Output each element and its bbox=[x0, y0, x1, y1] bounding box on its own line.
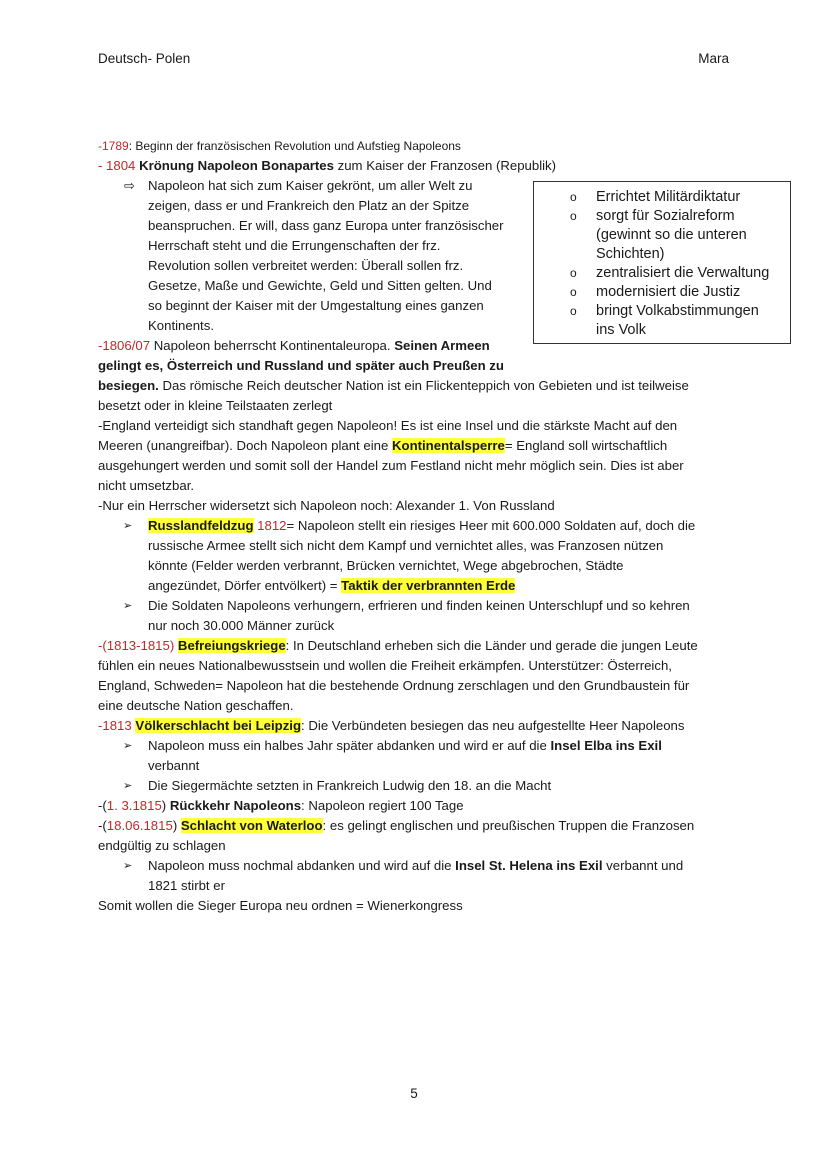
text: Meeren (unangreifbar). Doch Napoleon plant eine bbox=[98, 438, 392, 453]
entry-russland: -Nur ein Herrscher widersetzt sich Napoleon noch: Alexander 1. Von Russland bbox=[98, 498, 555, 513]
text-line: endgültig zu schlagen bbox=[98, 838, 226, 853]
text: : Napoleon regiert 100 Tage bbox=[301, 798, 464, 813]
circle-bullet-icon: o bbox=[570, 209, 577, 223]
bold-text: Rückkehr Napoleons bbox=[169, 798, 302, 813]
date: - 1804 bbox=[98, 158, 136, 173]
text: : In Deutschland erheben sich die Länder und gerade die jungen Leute bbox=[285, 638, 698, 653]
entry-rueckkehr bbox=[98, 796, 738, 816]
triangle-bullet-icon: ➢ bbox=[123, 600, 133, 612]
text-line: modernisiert die Justiz bbox=[596, 284, 741, 300]
text-line: fühlen ein neues Nationalbewusstsein und wollen die Freiheit erkämpfen. Unterstützer: Österreich, bbox=[98, 658, 672, 673]
text: : Beginn der französischen Revolution und Aufstieg Napoleons bbox=[128, 139, 461, 153]
date: 18.06.1815 bbox=[106, 818, 173, 833]
entry-befreiungskriege bbox=[98, 636, 738, 656]
circle-bullet-icon: o bbox=[570, 190, 577, 204]
triangle-bullet-icon: ➢ bbox=[123, 740, 133, 752]
text: : es gelingt englischen und preußischen Truppen die Franzosen bbox=[322, 818, 695, 833]
bullet-ludwig bbox=[98, 776, 738, 796]
bullet-soldaten bbox=[98, 596, 738, 636]
date: 1. 3.1815 bbox=[106, 798, 162, 813]
highlight-term: Russlandfeldzug bbox=[148, 518, 254, 533]
text-line: zeigen, dass er und Frankreich den Platz an der Spitze bbox=[148, 198, 470, 213]
date: -(1813-1815) bbox=[98, 638, 175, 653]
text: zum Kaiser der Franzosen (Republik) bbox=[333, 158, 557, 173]
bullet-elba bbox=[98, 736, 738, 776]
text-line: nur noch 30.000 Männer zurück bbox=[148, 618, 335, 633]
bullet-russlandfeldzug bbox=[98, 516, 738, 596]
text-line: könnte (Felder werden verbrannt, Brücken vernichtet, Wege abgebrochen, Städte bbox=[148, 558, 624, 573]
text-line: 1821 stirbt er bbox=[148, 878, 225, 893]
entry-1804 bbox=[98, 156, 738, 176]
text-line: besetzt oder in kleine Teilstaaten zerlegt bbox=[98, 398, 333, 413]
text-line: Errichtet Militärdiktatur bbox=[596, 189, 741, 205]
entry-1789 bbox=[98, 136, 738, 156]
circle-bullet-icon: o bbox=[570, 285, 577, 299]
date: 1812 bbox=[253, 518, 287, 533]
text: ) bbox=[161, 798, 170, 813]
highlight-term: Taktik der verbrannten Erde bbox=[341, 578, 516, 593]
header-author: Mara bbox=[698, 51, 729, 66]
text-line: Revolution sollen verbreitet werden: Überall sollen frz. bbox=[148, 258, 464, 273]
text-line bbox=[148, 736, 738, 756]
text-line: beanspruchen. Er will, dass ganz Europa unter französischer bbox=[148, 218, 504, 233]
date: -1806/07 bbox=[98, 338, 151, 353]
text: Das römische Reich deutscher Nation ist ein Flickenteppich von Gebieten und ist teilweise bbox=[158, 378, 689, 393]
bold-text: Krönung Napoleon Bonapartes bbox=[139, 158, 334, 173]
text-line: ausgehungert werden und somit soll der Handel zum Festland nicht mehr möglich sein. Dies ist aber bbox=[98, 458, 684, 473]
text-line: Gesetze, Maße und Gewichte, Geld und Sitten gelten. Und bbox=[148, 278, 492, 293]
text-line: eine deutsche Nation geschaffen. bbox=[98, 698, 294, 713]
text-line bbox=[148, 856, 738, 876]
page-number: 5 bbox=[410, 1086, 418, 1101]
conclusion: Somit wollen die Sieger Europa neu ordnen = Wienerkongress bbox=[98, 898, 463, 913]
bullet-helena bbox=[98, 856, 738, 896]
text-line: Die Soldaten Napoleons verhungern, erfrieren und finden keinen Unterschlupf und so kehren bbox=[148, 598, 690, 613]
text-line: Die Siegermächte setzten in Frankreich Ludwig den 18. an die Macht bbox=[148, 778, 552, 793]
bold-text: Insel St. Helena ins Exil bbox=[455, 858, 603, 873]
bold-text: Insel Elba ins Exil bbox=[550, 738, 662, 753]
triangle-bullet-icon: ➢ bbox=[123, 520, 133, 532]
entry-1813 bbox=[98, 716, 738, 736]
highlight-term: Kontinentalsperre bbox=[391, 438, 505, 453]
text: angezündet, Dörfer entvölkert) = bbox=[148, 578, 342, 593]
arrow-right-icon: ⇨ bbox=[124, 178, 135, 193]
text: verbannt und bbox=[602, 858, 684, 873]
text-line: russische Armee stellt sich nicht dem Kampf und vernichtet alles, was Franzosen nützen bbox=[148, 538, 664, 553]
highlight-term: Schlacht von Waterloo bbox=[180, 818, 323, 833]
text-line bbox=[148, 516, 738, 536]
circle-bullet-icon: o bbox=[570, 304, 577, 318]
box-item bbox=[542, 264, 782, 283]
text-line: Kontinents. bbox=[148, 318, 214, 333]
box-item bbox=[542, 283, 782, 302]
text: = Napoleon stellt ein riesiges Heer mit 600.000 Soldaten auf, doch die bbox=[286, 518, 696, 533]
text-line: verbannt bbox=[148, 758, 200, 773]
text-line bbox=[98, 376, 738, 396]
text-line: zentralisiert die Verwaltung bbox=[596, 265, 770, 281]
text: -( bbox=[98, 818, 107, 833]
napoleon-reforms-box bbox=[533, 181, 791, 344]
text-line: England, Schweden= Napoleon hat die bestehende Ordnung zerschlagen und den Grundbaustein für bbox=[98, 678, 690, 693]
text-line: so beginnt der Kaiser mit der Umgestaltung eines ganzen bbox=[148, 298, 484, 313]
entry-england: -England verteidigt sich standhaft gegen Napoleon! Es ist eine Insel und die stärkste Macht auf den bbox=[98, 418, 678, 433]
text-line: gelingt es, Österreich und Russland und später auch Preußen zu bbox=[98, 358, 504, 373]
date: -1813 bbox=[98, 718, 132, 733]
text: Napoleon beherrscht Kontinentaleuropa. bbox=[150, 338, 395, 353]
text-line: bringt Volkabstimmungen bbox=[596, 303, 759, 319]
bold-text: besiegen. bbox=[98, 378, 159, 393]
text-line: ins Volk bbox=[596, 322, 646, 338]
text: Napoleon muss nochmal abdanken und wird auf die bbox=[148, 858, 456, 873]
text-line: sorgt für Sozialreform bbox=[596, 208, 735, 224]
header-subject: Deutsch- Polen bbox=[98, 51, 191, 66]
date: -1789 bbox=[98, 139, 129, 153]
text-line: Schichten) bbox=[596, 246, 665, 262]
box-item bbox=[542, 188, 782, 207]
text: -( bbox=[98, 798, 107, 813]
text: ) bbox=[172, 818, 181, 833]
box-item bbox=[542, 302, 782, 340]
text-line: Napoleon hat sich zum Kaiser gekrönt, um aller Welt zu bbox=[148, 178, 473, 193]
text-line bbox=[148, 576, 738, 596]
circle-bullet-icon: o bbox=[570, 266, 577, 280]
box-item bbox=[542, 207, 782, 264]
text-line: nicht umsetzbar. bbox=[98, 478, 195, 493]
text: Napoleon muss ein halbes Jahr später abdanken und wird er auf die bbox=[148, 738, 551, 753]
text-line: Herrschaft steht und die Errungenschaften der frz. bbox=[148, 238, 441, 253]
highlight-term: Völkerschlacht bei Leipzig bbox=[135, 718, 302, 733]
triangle-bullet-icon: ➢ bbox=[123, 860, 133, 872]
highlight-term: Befreiungskriege bbox=[177, 638, 286, 653]
text: = England soll wirtschaftlich bbox=[504, 438, 668, 453]
entry-waterloo bbox=[98, 816, 738, 836]
text-line: (gewinnt so die unteren bbox=[596, 227, 747, 243]
text-line bbox=[98, 436, 738, 456]
text: : Die Verbündeten besiegen das neu aufgestellte Heer Napoleons bbox=[301, 718, 685, 733]
bold-text: Seinen Armeen bbox=[394, 338, 490, 353]
triangle-bullet-icon: ➢ bbox=[123, 780, 133, 792]
